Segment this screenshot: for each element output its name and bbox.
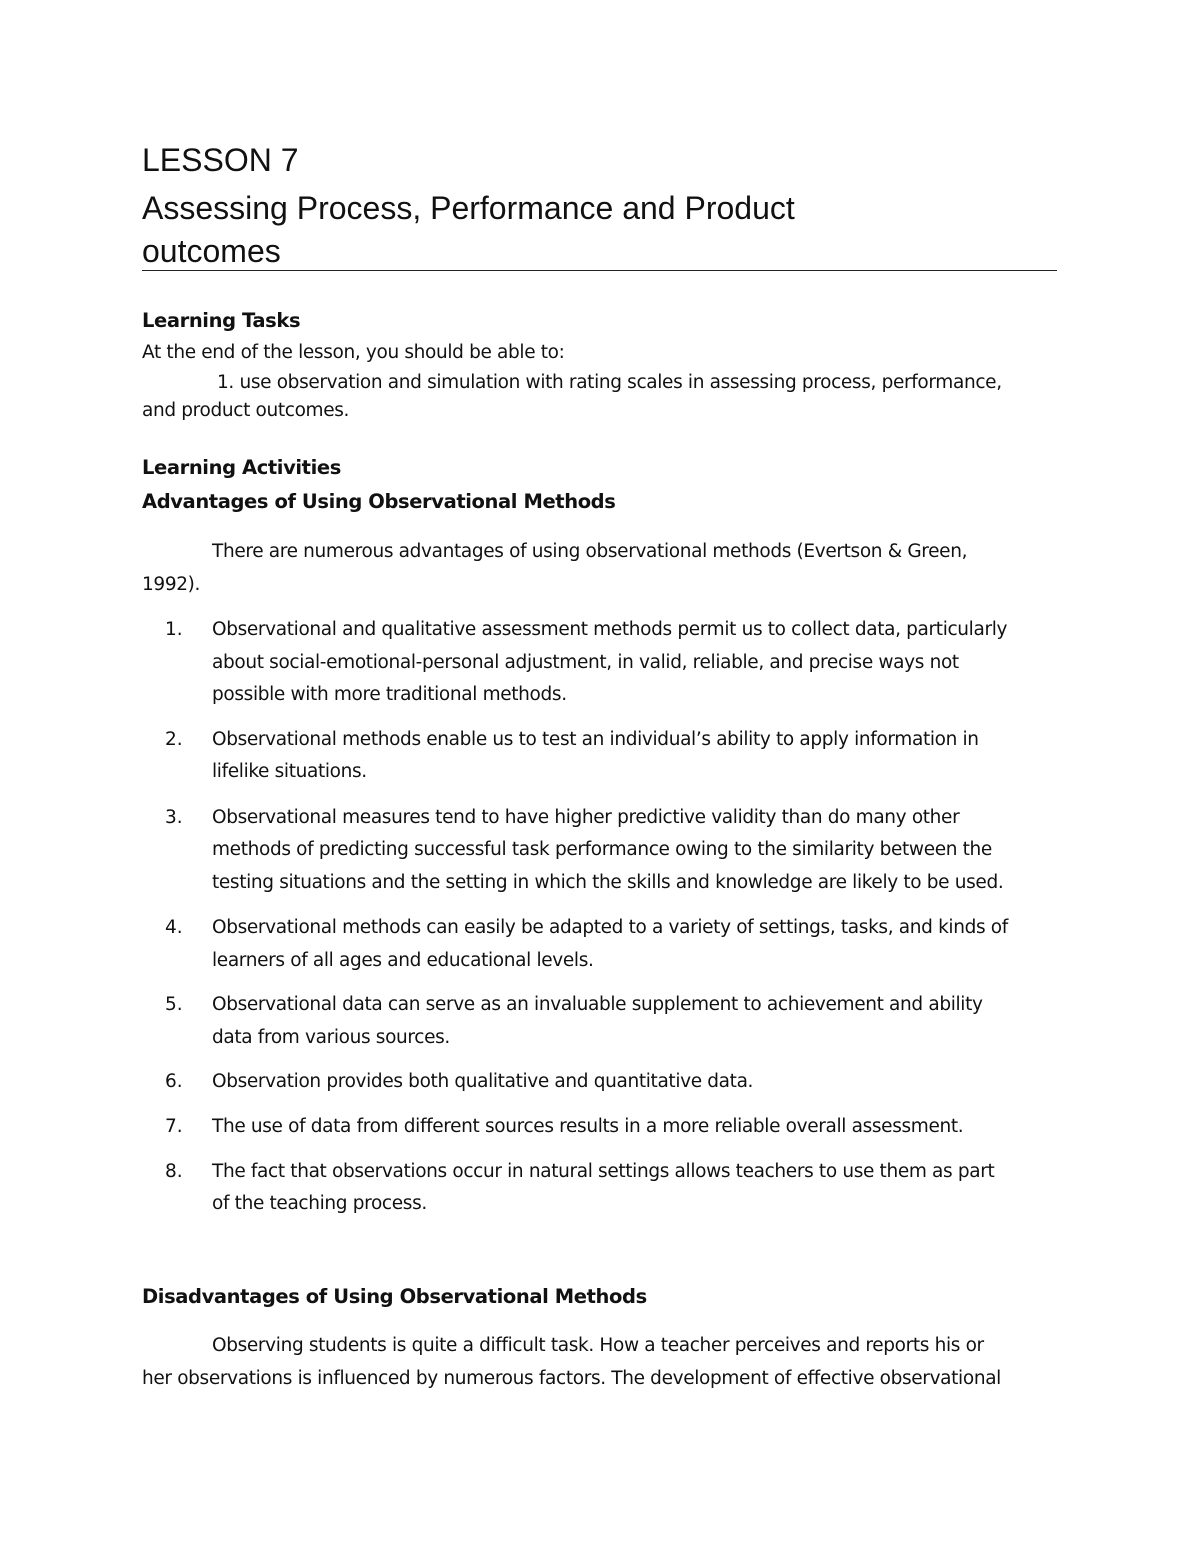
list-item-text-line: Observational measures tend to have higher predictive validity than do many other	[212, 807, 960, 828]
list-item-number: 6.	[165, 1071, 183, 1092]
list-item-text-line: Observational and qualitative assessment methods permit us to collect data, particularly	[212, 619, 1008, 640]
learning-tasks-intro: At the end of the lesson, you should be able to:	[142, 342, 565, 363]
list-item-text-line: Observational methods enable us to test an individual’s ability to apply information in	[212, 729, 979, 750]
list-item-number: 8.	[165, 1161, 183, 1182]
list-item-text-line: of the teaching process.	[212, 1193, 427, 1214]
lesson-number: LESSON 7	[142, 142, 299, 178]
advantages-intro-line2: 1992).	[142, 574, 201, 595]
list-item-text-line: Observational methods can easily be adapted to a variety of settings, tasks, and kinds of	[212, 917, 1008, 938]
learning-objective-line1: 1. use observation and simulation with rating scales in assessing process, performance,	[217, 372, 1002, 393]
list-item-number: 1.	[165, 619, 183, 640]
lesson-title-line1: Assessing Process, Performance and Product	[142, 190, 795, 226]
list-item-text-line: data from various sources.	[212, 1027, 450, 1048]
list-item-text-line: The use of data from different sources results in a more reliable overall assessment.	[212, 1116, 964, 1137]
list-item-text-line: methods of predicting successful task performance owing to the similarity between the	[212, 839, 992, 860]
list-item-number: 7.	[165, 1116, 183, 1137]
advantages-heading: Advantages of Using Observational Methods	[142, 490, 616, 513]
list-item-number: 4.	[165, 917, 183, 938]
list-item-number: 3.	[165, 807, 183, 828]
list-item-text-line: Observational data can serve as an invaluable supplement to achievement and ability	[212, 994, 983, 1015]
learning-activities-heading: Learning Activities	[142, 456, 341, 479]
list-item-number: 5.	[165, 994, 183, 1015]
list-item-text-line: The fact that observations occur in natural settings allows teachers to use them as part	[212, 1161, 995, 1182]
list-item-text-line: lifelike situations.	[212, 761, 367, 782]
learning-objective-line2: and product outcomes.	[142, 400, 350, 421]
list-item-number: 2.	[165, 729, 183, 750]
list-item-text-line: learners of all ages and educational levels.	[212, 950, 594, 971]
disadvantages-heading: Disadvantages of Using Observational Methods	[142, 1285, 647, 1308]
learning-tasks-heading: Learning Tasks	[142, 309, 301, 332]
list-item-text-line: possible with more traditional methods.	[212, 684, 567, 705]
disadvantages-para-line2: her observations is influenced by numerous factors. The development of effective observational	[142, 1368, 1001, 1389]
list-item-text-line: about social-emotional-personal adjustment, in valid, reliable, and precise ways not	[212, 652, 959, 673]
disadvantages-para-line1: Observing students is quite a difficult task. How a teacher perceives and reports his or	[212, 1335, 984, 1356]
lesson-title-line2: outcomes	[142, 233, 281, 269]
list-item-text-line: Observation provides both qualitative and quantitative data.	[212, 1071, 754, 1092]
advantages-intro-line1: There are numerous advantages of using observational methods (Evertson & Green,	[212, 541, 968, 562]
list-item-text-line: testing situations and the setting in which the skills and knowledge are likely to be used.	[212, 872, 1004, 893]
